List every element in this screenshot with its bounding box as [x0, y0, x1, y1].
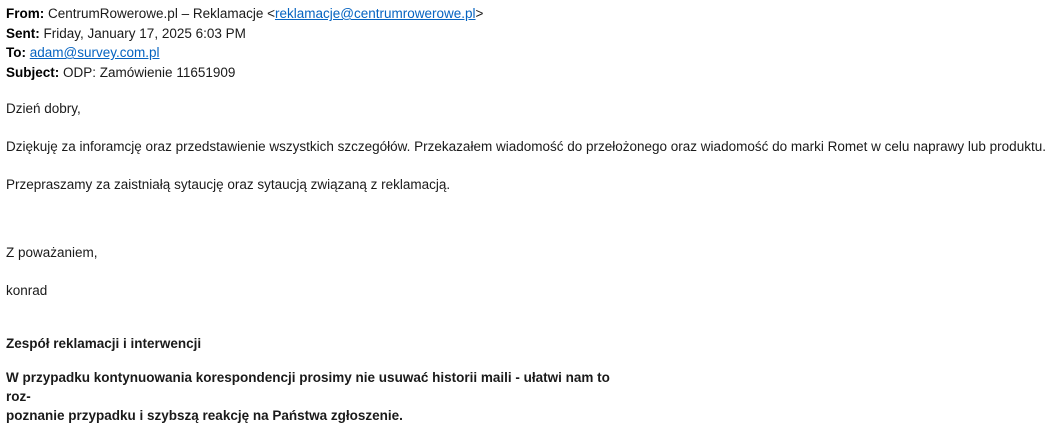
from-email-link[interactable]: reklamacje@centrumrowerowe.pl [274, 6, 476, 21]
to-label: To: [6, 45, 26, 60]
subject-label: Subject: [6, 64, 60, 80]
greeting: Dzień dobry, [6, 101, 81, 116]
disclaimer-line-1: W przypadku kontynuowania korespondencji prosimy nie usuwać historii maili - ułatwi nam to roz- [6, 370, 610, 404]
signature-name: konrad [6, 283, 48, 298]
closing: Z poważaniem, [6, 245, 98, 260]
disclaimer [6, 368, 626, 425]
email-message [6, 4, 1046, 425]
body-paragraph-2: Przepraszamy za zaistniałą sytaucję oraz sytaucją związaną z reklamacją. [6, 177, 451, 192]
team-name: Zespół reklamacji i interwencji [6, 336, 202, 351]
email-header [6, 4, 1042, 82]
subject-value: ODP: Zamówienie 11651909 [63, 64, 236, 80]
to-email-link[interactable]: adam@survey.com.pl [29, 45, 160, 60]
from-email-close: > [475, 6, 484, 21]
sent-line [6, 24, 1042, 44]
email-body [6, 99, 1046, 425]
body-paragraph-1: Dziękuję za inforamcję oraz przedstawienie wszystkich szczegółów. Przekazałem wiadomość do przełożonego oraz wiadomość do marki Romet w celu naprawy lub produktu. [6, 139, 1046, 154]
from-name: CentrumRowerowe.pl – Reklamacje < [48, 6, 275, 21]
disclaimer-line-2: poznanie przypadku i szybszą reakcję na Państwa zgłoszenie. [6, 408, 403, 423]
from-label: From: [6, 6, 45, 21]
sent-label: Sent: [6, 25, 40, 41]
subject-line [6, 63, 1042, 83]
to-line [6, 43, 1042, 63]
from-line [6, 4, 1042, 24]
sent-value: Friday, January 17, 2025 6:03 PM [43, 25, 246, 41]
